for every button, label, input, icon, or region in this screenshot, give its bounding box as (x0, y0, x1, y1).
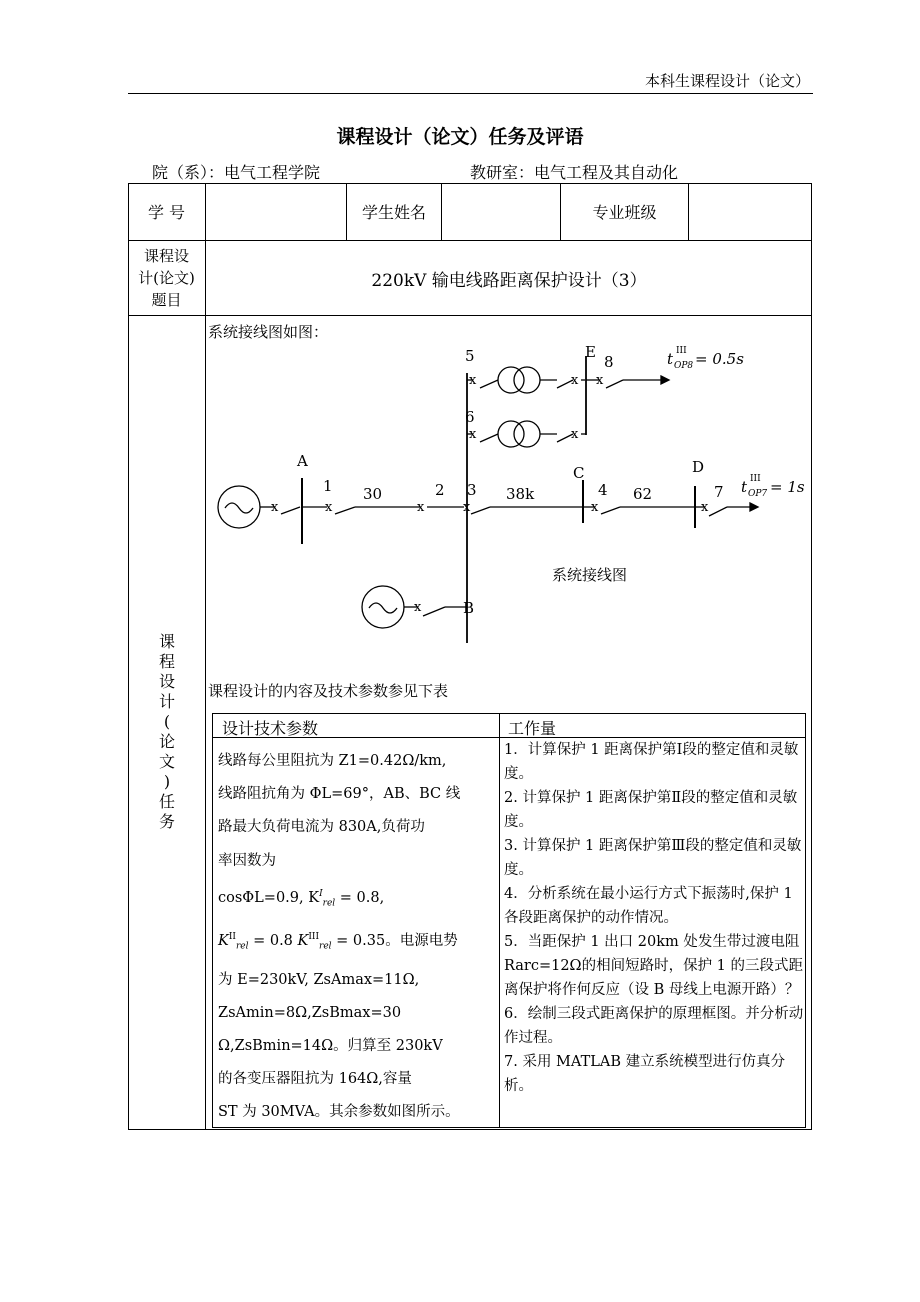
teaching-office-text: 教研室：电气工程及其自动化 (470, 163, 679, 182)
breaker-mark: x (469, 427, 477, 442)
topic-label-line: 课程设 (143, 247, 189, 265)
workload-item: 3. 计算保护 1 距离保护第Ⅲ段的整定值和灵敏度。 (504, 838, 802, 878)
class-label: 专业班级 (592, 203, 657, 222)
system-wiring-diagram (205, 318, 811, 663)
breaker-mark: x (271, 500, 279, 515)
timing-op7 (741, 474, 805, 499)
row-divider (128, 315, 812, 316)
timing-op7-sub: OP7 (748, 489, 768, 499)
workload-list (504, 738, 804, 1098)
node-b-label: B (463, 599, 475, 617)
diagram-intro: 系统接线图如图： (208, 323, 329, 341)
running-header: 本科生课程设计（论文） (644, 72, 810, 90)
krel1-sub: rel (322, 898, 336, 909)
krel3-value: = 0.35。电源电势 (336, 932, 458, 949)
timing-op8-sub: OP8 (674, 361, 694, 371)
task-label-char: 设 (158, 672, 175, 691)
design-params-text (218, 745, 493, 1130)
param-line: 线路阻抗角为 ΦL=69°，AB、BC 线 (218, 786, 461, 803)
breaker-mark: x (417, 500, 425, 515)
breaker-1-label: 1 (323, 477, 333, 495)
param-line: 为 E=230kV, ZsAmax=11Ω, (218, 971, 420, 988)
timing-op8-symbol: t (667, 350, 674, 368)
krel2-sup: II (228, 931, 236, 942)
timing-op8-sup: III (676, 346, 687, 356)
param-line: 率因数为 (218, 852, 276, 869)
topic-label (128, 241, 205, 315)
line-ab-length: 30 (363, 485, 383, 503)
breaker-mark: x (571, 373, 579, 388)
generator-a-sine (225, 503, 253, 513)
header-rule (128, 93, 813, 94)
krel3-sup: III (308, 931, 320, 942)
transformer-6-winding (498, 421, 524, 447)
timing-op8 (667, 346, 744, 371)
node-e-label: E (585, 343, 596, 361)
breaker-5-label: 5 (465, 347, 475, 365)
timing-op7-value: = 1s (770, 478, 805, 496)
breaker-4-label: 4 (598, 481, 608, 499)
breaker-mark: x (701, 500, 709, 515)
breaker-mark: x (571, 427, 579, 442)
node-a-label: A (297, 452, 308, 470)
switch-blade (480, 380, 498, 388)
transformer-5-winding (514, 367, 540, 393)
switch-blade (709, 507, 727, 516)
switch-blade (423, 607, 445, 616)
workload-item: 5．当距保护 1 出口 20km 处发生带过渡电阻 Rarc=12Ω的相间短路时，保护 1 的三段式距离保护将作何反应（设 B 母线上电源开路）？ (504, 934, 804, 998)
switch-blade (480, 434, 498, 442)
transformer-6-winding (514, 421, 540, 447)
krel2-value: = 0.8 (253, 932, 293, 949)
workload-item: 2. 计算保护 1 距离保护第Ⅱ段的整定值和灵敏度。 (504, 790, 798, 830)
class-value (689, 183, 812, 240)
breaker-mark: x (596, 373, 604, 388)
breaker-3-label: 3 (467, 481, 477, 499)
diagram-caption: 系统接线图 (552, 566, 628, 584)
topic-label-line: 题目 (151, 291, 182, 309)
breaker-mark: x (591, 500, 599, 515)
param-line: 的各变压器阻抗为 164Ω,容量 (218, 1071, 412, 1088)
param-line: 线路每公里阻抗为 Z1=0.42Ω/km, (218, 753, 447, 769)
task-label-char: 计 (158, 692, 175, 711)
krel1-value: = 0.8, (339, 889, 385, 906)
node-c-label: C (573, 464, 585, 482)
student-id-label: 学 号 (147, 203, 186, 222)
krel1-sup: I (319, 888, 323, 899)
task-label-char: 程 (158, 652, 175, 671)
student-name-value (442, 183, 560, 240)
param-line: ZsAmin=8Ω,ZsBmax=30 (218, 1004, 402, 1021)
timing-op7-sup: III (750, 474, 761, 484)
tasks-column-header: 工作量 (508, 719, 557, 738)
timing-op7-symbol: t (741, 478, 748, 496)
switch-blade (601, 507, 620, 514)
switch-blade (606, 380, 623, 388)
param-line: ST 为 30MVA。其余参数如图所示。 (218, 1104, 460, 1121)
workload-item: 6．绘制三段式距离保护的原理框图。并分析动作过程。 (504, 1006, 804, 1046)
krel3-sub: rel (319, 941, 332, 952)
design-table-intro: 课程设计的内容及技术参数参见下表 (208, 682, 449, 700)
task-label-vertical (150, 632, 184, 832)
breaker-mark: x (469, 373, 477, 388)
task-label-char: 文 (158, 752, 175, 771)
workload-item: 4．分析系统在最小运行方式下振荡时,保护 1 各段距离保护的动作情况。 (504, 886, 793, 926)
arrow-e (661, 376, 669, 384)
timing-op8-value: = 0.5s (695, 350, 744, 368)
workload-item: 1．计算保护 1 距离保护第Ⅰ段的整定值和灵敏度。 (504, 742, 799, 782)
line-bc-length: 38k (506, 485, 535, 503)
breaker-6-label: 6 (465, 408, 475, 426)
document-title: 课程设计（论文）任务及评语 (336, 126, 584, 148)
task-label-char: 任 (158, 792, 175, 811)
param-line-prefix: K (218, 932, 229, 949)
transformer-5-winding (498, 367, 524, 393)
breaker-8-label: 8 (604, 353, 614, 371)
topic-title: 220kV 输电线路距离保护设计（3） (371, 270, 647, 291)
inner-column-divider (499, 713, 500, 1128)
param-line: 路最大负荷电流为 830A,负荷功 (218, 819, 425, 836)
breaker-mark: x (325, 500, 333, 515)
task-label-char: 论 (158, 732, 175, 751)
krel2-sub: rel (235, 941, 249, 952)
switch-blade (281, 507, 300, 514)
student-name-label: 学生姓名 (361, 203, 426, 222)
param-line-krel-1 (218, 878, 493, 921)
topic-label-line: 计(论文) (138, 269, 195, 287)
arrow-d (750, 503, 758, 511)
switch-blade (471, 507, 490, 514)
breaker-2-label: 2 (435, 481, 445, 499)
task-label-char: ) (163, 772, 171, 791)
department-text: 院（系）：电气工程学院 (152, 163, 321, 182)
breaker-mark: x (414, 600, 422, 615)
task-label-char: 务 (158, 812, 175, 831)
task-label-char: 课 (158, 632, 175, 651)
params-column-header: 设计技术参数 (222, 719, 319, 738)
workload-item: 7. 采用 MATLAB 建立系统模型进行仿真分析。 (504, 1054, 786, 1094)
param-line: Ω,ZsBmin=14Ω。归算至 230kV (218, 1038, 443, 1055)
switch-blade (335, 507, 355, 514)
param-line-krel-2: $K^{II}_{rel} = 0.8$ $K^{III}_{rel} = 0.35$。电源电势 (218, 931, 458, 952)
task-label-char: ( (163, 712, 171, 731)
breaker-mark: x (463, 500, 471, 515)
node-d-label: D (692, 458, 705, 476)
line-cd-length: 62 (633, 485, 653, 503)
generator-b-sine (369, 603, 397, 613)
student-id-value (206, 183, 346, 240)
param-line-prefix: cosΦL=0.9, K (218, 889, 320, 906)
breaker-7-label: 7 (714, 483, 724, 501)
